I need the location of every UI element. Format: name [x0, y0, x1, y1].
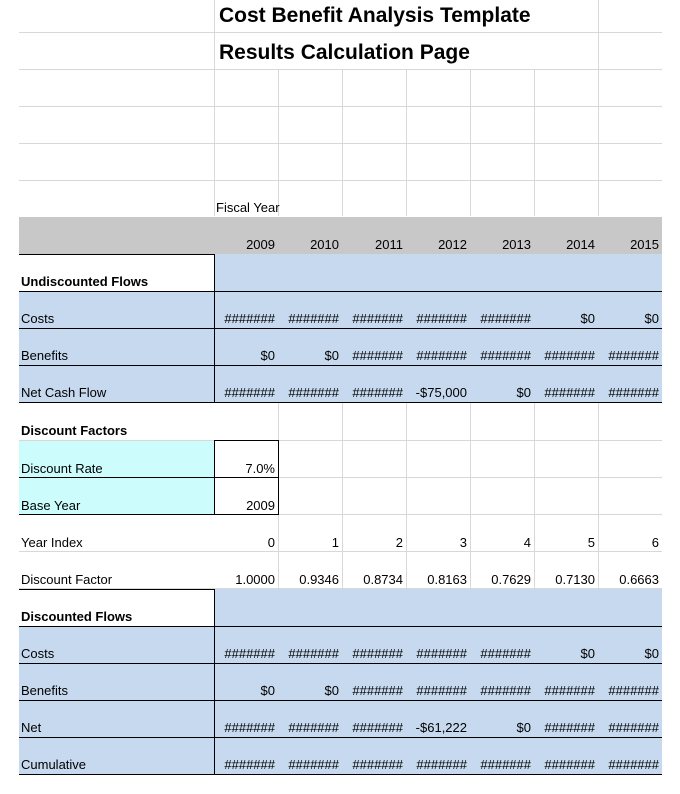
value-cell[interactable]: #######: [352, 385, 403, 400]
value-cell[interactable]: -$75,000: [415, 385, 467, 400]
gridline: [19, 32, 662, 33]
discount-rate-input[interactable]: 7.0%: [245, 461, 275, 476]
value-cell[interactable]: #######: [608, 720, 659, 735]
gridline: [598, 0, 599, 216]
value-cell[interactable]: #######: [352, 757, 403, 772]
row-label-costs: Costs: [21, 646, 55, 661]
value-cell[interactable]: #######: [544, 757, 595, 772]
row-label-year-index: Year Index: [21, 535, 83, 550]
value-cell[interactable]: #######: [224, 385, 275, 400]
value-cell[interactable]: #######: [608, 683, 659, 698]
value-cell[interactable]: #######: [416, 683, 467, 698]
value-cell[interactable]: $0: [644, 311, 659, 326]
value-cell[interactable]: $0: [580, 311, 595, 326]
value-cell[interactable]: #######: [288, 385, 339, 400]
value-cell[interactable]: #######: [416, 757, 467, 772]
value-cell[interactable]: #######: [480, 348, 531, 363]
value-cell[interactable]: #######: [608, 757, 659, 772]
value-cell[interactable]: #######: [416, 348, 467, 363]
value-cell[interactable]: 5: [587, 535, 595, 550]
value-cell[interactable]: 0.8163: [427, 572, 467, 587]
row-label-benefits: Benefits: [21, 348, 68, 363]
value-cell[interactable]: #######: [544, 348, 595, 363]
year-header: 2012: [438, 237, 467, 252]
fiscal-year-label: Fiscal Year: [216, 200, 280, 215]
base-year-input[interactable]: 2009: [246, 498, 275, 513]
value-cell[interactable]: $0: [516, 385, 531, 400]
value-cell[interactable]: #######: [544, 683, 595, 698]
year-header: 2014: [566, 237, 595, 252]
year-header: 2013: [502, 237, 531, 252]
value-cell[interactable]: #######: [224, 720, 275, 735]
value-cell[interactable]: 2: [395, 535, 403, 550]
value-cell[interactable]: #######: [288, 646, 339, 661]
value-cell[interactable]: 1.0000: [235, 572, 275, 587]
value-cell[interactable]: 0.6663: [619, 572, 659, 587]
year-header: 2015: [630, 237, 659, 252]
value-cell[interactable]: #######: [352, 720, 403, 735]
row-label-net: Net: [21, 720, 42, 735]
row-label-discount-factor: Discount Factor: [21, 572, 113, 587]
year-header: 2010: [310, 237, 339, 252]
value-cell[interactable]: 4: [523, 535, 531, 550]
value-cell[interactable]: 3: [459, 535, 467, 550]
value-cell[interactable]: #######: [544, 720, 595, 735]
value-cell[interactable]: $0: [260, 348, 275, 363]
value-cell[interactable]: -$61,222: [415, 720, 467, 735]
section-header-discounted: Discounted Flows: [21, 609, 133, 624]
value-cell[interactable]: #######: [224, 311, 275, 326]
value-cell[interactable]: #######: [608, 385, 659, 400]
value-cell[interactable]: #######: [480, 757, 531, 772]
value-cell[interactable]: #######: [480, 646, 531, 661]
value-cell[interactable]: #######: [608, 348, 659, 363]
value-cell[interactable]: #######: [480, 311, 531, 326]
gridline: [19, 180, 662, 181]
value-cell[interactable]: #######: [416, 646, 467, 661]
value-cell[interactable]: #######: [352, 348, 403, 363]
value-cell[interactable]: #######: [352, 311, 403, 326]
value-cell[interactable]: 0.7130: [555, 572, 595, 587]
value-cell[interactable]: #######: [288, 757, 339, 772]
value-cell[interactable]: $0: [324, 683, 339, 698]
value-cell[interactable]: 0.8734: [363, 572, 403, 587]
row-label-discount-rate: Discount Rate: [21, 461, 103, 476]
gridline: [19, 143, 662, 144]
section-header-discount-factors: Discount Factors: [21, 423, 128, 438]
border: [278, 440, 279, 515]
border: [214, 589, 215, 626]
year-header: 2009: [246, 237, 275, 252]
gridline: [19, 69, 662, 70]
value-cell[interactable]: #######: [544, 385, 595, 400]
gridline: [470, 70, 471, 216]
value-cell[interactable]: 6: [651, 535, 659, 550]
gridline: [406, 70, 407, 216]
value-cell[interactable]: 0.9346: [299, 572, 339, 587]
value-cell[interactable]: $0: [324, 348, 339, 363]
value-cell[interactable]: #######: [352, 683, 403, 698]
page-subtitle: Results Calculation Page: [219, 41, 470, 64]
border: [19, 774, 662, 775]
border: [214, 254, 215, 291]
section-fill: [214, 589, 662, 626]
value-cell[interactable]: #######: [416, 311, 467, 326]
row-label-net-cash-flow: Net Cash Flow: [21, 385, 107, 400]
row-label-costs: Costs: [21, 311, 55, 326]
value-cell[interactable]: #######: [288, 311, 339, 326]
gridline: [342, 70, 343, 216]
value-cell[interactable]: #######: [480, 683, 531, 698]
section-fill: [214, 254, 662, 291]
value-cell[interactable]: $0: [516, 720, 531, 735]
value-cell[interactable]: $0: [260, 683, 275, 698]
section-header-undiscounted: Undiscounted Flows: [21, 274, 149, 289]
row-label-cumulative: Cumulative: [21, 757, 87, 772]
value-cell[interactable]: #######: [224, 646, 275, 661]
gridline: [534, 70, 535, 216]
row-label-base-year: Base Year: [21, 498, 81, 513]
value-cell[interactable]: $0: [580, 646, 595, 661]
page-title: Cost Benefit Analysis Template: [219, 4, 531, 27]
row-label-benefits: Benefits: [21, 683, 68, 698]
gridline: [19, 106, 662, 107]
value-cell[interactable]: $0: [644, 646, 659, 661]
value-cell[interactable]: 0: [267, 535, 275, 550]
value-cell[interactable]: #######: [288, 720, 339, 735]
year-header: 2011: [375, 237, 403, 252]
value-cell[interactable]: 1: [331, 535, 339, 550]
value-cell[interactable]: 0.7629: [491, 572, 531, 587]
value-cell[interactable]: #######: [352, 646, 403, 661]
value-cell[interactable]: #######: [224, 757, 275, 772]
